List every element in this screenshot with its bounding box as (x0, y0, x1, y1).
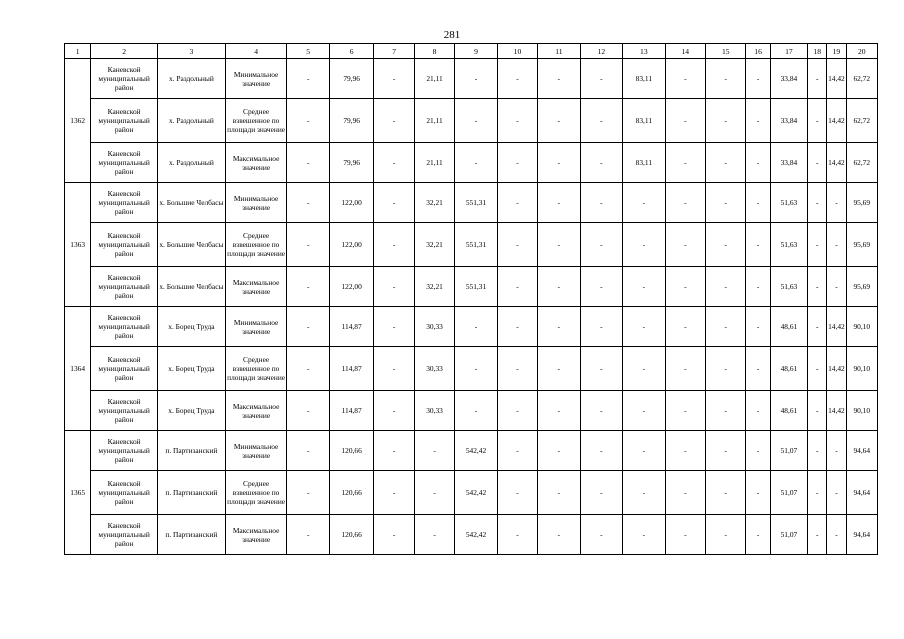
value-cell-15: - (706, 99, 746, 143)
value-type-cell: Минимальное значение (225, 183, 287, 223)
district-cell: Каневской муниципальный район (91, 307, 158, 347)
value-cell-7: - (374, 223, 414, 267)
value-cell-17: 51,07 (770, 515, 807, 555)
value-cell-5: - (287, 307, 329, 347)
value-cell-15: - (706, 307, 746, 347)
value-type-cell: Максимальное значение (225, 515, 287, 555)
value-cell-17: 51,07 (770, 431, 807, 471)
value-cell-18: - (808, 99, 827, 143)
value-cell-7: - (374, 267, 414, 307)
value-cell-17: 48,61 (770, 347, 807, 391)
value-cell-10: - (497, 515, 537, 555)
value-cell-9: - (455, 307, 497, 347)
value-cell-5: - (287, 515, 329, 555)
value-cell-8: - (414, 431, 454, 471)
value-cell-7: - (374, 307, 414, 347)
value-cell-10: - (497, 431, 537, 471)
value-cell-16: - (746, 307, 770, 347)
value-cell-8: 21,11 (414, 59, 454, 99)
value-cell-10: - (497, 471, 537, 515)
settlement-cell: х. Большие Челбасы (158, 223, 226, 267)
district-cell: Каневской муниципальный район (91, 143, 158, 183)
value-cell-17: 33,84 (770, 99, 807, 143)
value-cell-16: - (746, 431, 770, 471)
district-cell: Каневской муниципальный район (91, 391, 158, 431)
table-row (65, 391, 878, 431)
table-row (65, 183, 878, 223)
value-cell-6: 122,00 (329, 183, 373, 223)
value-cell-19: 14,42 (827, 391, 846, 431)
value-type-cell: Среднее взвешенное по площади значение (225, 347, 287, 391)
value-type-cell: Минимальное значение (225, 431, 287, 471)
value-cell-7: - (374, 99, 414, 143)
value-cell-17: 51,63 (770, 223, 807, 267)
value-cell-6: 114,87 (329, 307, 373, 347)
value-cell-11: - (538, 347, 580, 391)
value-cell-17: 33,84 (770, 59, 807, 99)
value-cell-11: - (538, 431, 580, 471)
district-cell: Каневской муниципальный район (91, 515, 158, 555)
value-cell-8: - (414, 471, 454, 515)
value-cell-20: 90,10 (846, 391, 877, 431)
value-cell-17: 51,07 (770, 471, 807, 515)
table-row (65, 307, 878, 347)
value-cell-8: 30,33 (414, 391, 454, 431)
value-cell-9: 542,42 (455, 471, 497, 515)
value-cell-13: - (623, 347, 665, 391)
value-type-cell: Максимальное значение (225, 391, 287, 431)
row-id-cell: 1365 (65, 431, 91, 555)
value-cell-13: - (623, 267, 665, 307)
value-cell-5: - (287, 99, 329, 143)
value-cell-16: - (746, 99, 770, 143)
value-cell-15: - (706, 223, 746, 267)
value-cell-19: 14,42 (827, 307, 846, 347)
value-cell-9: - (455, 143, 497, 183)
value-cell-17: 33,84 (770, 143, 807, 183)
value-cell-15: - (706, 471, 746, 515)
value-cell-19: 14,42 (827, 59, 846, 99)
value-cell-10: - (497, 143, 537, 183)
value-cell-15: - (706, 267, 746, 307)
district-cell: Каневской муниципальный район (91, 471, 158, 515)
value-cell-11: - (538, 143, 580, 183)
value-cell-11: - (538, 99, 580, 143)
settlement-cell: п. Партизанский (158, 431, 226, 471)
value-cell-14: - (665, 223, 705, 267)
value-cell-15: - (706, 143, 746, 183)
value-cell-18: - (808, 223, 827, 267)
value-type-cell: Максимальное значение (225, 267, 287, 307)
table-row (65, 267, 878, 307)
value-cell-13: 83,11 (623, 99, 665, 143)
value-cell-17: 51,63 (770, 183, 807, 223)
value-cell-18: - (808, 391, 827, 431)
value-cell-20: 90,10 (846, 347, 877, 391)
column-header-20: 20 (846, 44, 877, 59)
value-cell-14: - (665, 99, 705, 143)
value-cell-14: - (665, 183, 705, 223)
value-cell-16: - (746, 59, 770, 99)
value-cell-12: - (580, 59, 622, 99)
value-cell-13: - (623, 515, 665, 555)
value-cell-20: 94,64 (846, 471, 877, 515)
value-cell-13: 83,11 (623, 59, 665, 99)
table-row (65, 515, 878, 555)
value-cell-18: - (808, 143, 827, 183)
value-cell-19: 14,42 (827, 99, 846, 143)
row-id-cell: 1364 (65, 307, 91, 431)
value-cell-15: - (706, 347, 746, 391)
value-cell-19: - (827, 223, 846, 267)
value-cell-17: 48,61 (770, 391, 807, 431)
value-cell-12: - (580, 267, 622, 307)
table-row (65, 347, 878, 391)
value-type-cell: Минимальное значение (225, 307, 287, 347)
value-cell-5: - (287, 143, 329, 183)
value-cell-5: - (287, 471, 329, 515)
value-cell-11: - (538, 471, 580, 515)
district-cell: Каневской муниципальный район (91, 183, 158, 223)
value-cell-9: 542,42 (455, 431, 497, 471)
settlement-cell: х. Большие Челбасы (158, 183, 226, 223)
value-cell-12: - (580, 223, 622, 267)
value-cell-6: 79,96 (329, 59, 373, 99)
value-cell-11: - (538, 223, 580, 267)
value-cell-16: - (746, 391, 770, 431)
column-header-12: 12 (580, 44, 622, 59)
column-header-19: 19 (827, 44, 846, 59)
value-cell-6: 114,87 (329, 347, 373, 391)
value-cell-19: - (827, 431, 846, 471)
value-cell-19: 14,42 (827, 347, 846, 391)
district-cell: Каневской муниципальный район (91, 99, 158, 143)
value-cell-19: - (827, 515, 846, 555)
table-row (65, 471, 878, 515)
value-cell-10: - (497, 183, 537, 223)
value-cell-12: - (580, 183, 622, 223)
value-cell-5: - (287, 223, 329, 267)
value-cell-13: - (623, 223, 665, 267)
value-cell-12: - (580, 347, 622, 391)
value-cell-15: - (706, 59, 746, 99)
value-cell-5: - (287, 391, 329, 431)
value-cell-14: - (665, 267, 705, 307)
value-cell-5: - (287, 59, 329, 99)
value-cell-10: - (497, 391, 537, 431)
value-cell-6: 122,00 (329, 223, 373, 267)
value-cell-5: - (287, 431, 329, 471)
value-cell-14: - (665, 143, 705, 183)
value-cell-13: - (623, 307, 665, 347)
value-cell-9: 551,31 (455, 223, 497, 267)
column-header-15: 15 (706, 44, 746, 59)
column-header-4: 4 (225, 44, 287, 59)
value-cell-9: 551,31 (455, 183, 497, 223)
table-row (65, 99, 878, 143)
settlement-cell: х. Борец Труда (158, 307, 226, 347)
value-cell-7: - (374, 59, 414, 99)
value-cell-9: - (455, 59, 497, 99)
value-cell-7: - (374, 515, 414, 555)
value-cell-20: 95,69 (846, 223, 877, 267)
value-cell-20: 62,72 (846, 59, 877, 99)
value-cell-20: 94,64 (846, 515, 877, 555)
value-cell-18: - (808, 183, 827, 223)
value-cell-8: 30,33 (414, 347, 454, 391)
value-cell-11: - (538, 183, 580, 223)
value-cell-19: - (827, 183, 846, 223)
column-header-8: 8 (414, 44, 454, 59)
value-cell-10: - (497, 59, 537, 99)
value-cell-9: 551,31 (455, 267, 497, 307)
value-cell-16: - (746, 183, 770, 223)
district-cell: Каневской муниципальный район (91, 267, 158, 307)
value-cell-16: - (746, 471, 770, 515)
header-row (65, 44, 878, 59)
value-cell-12: - (580, 99, 622, 143)
value-cell-18: - (808, 347, 827, 391)
value-cell-20: 62,72 (846, 99, 877, 143)
table-row (65, 59, 878, 99)
value-cell-11: - (538, 391, 580, 431)
column-header-13: 13 (623, 44, 665, 59)
settlement-cell: п. Партизанский (158, 515, 226, 555)
page-number: 281 (443, 29, 461, 41)
settlement-cell: х. Борец Труда (158, 347, 226, 391)
value-cell-16: - (746, 223, 770, 267)
value-cell-9: - (455, 391, 497, 431)
settlement-cell: х. Борец Труда (158, 391, 226, 431)
row-id-cell: 1363 (65, 183, 91, 307)
value-cell-17: 51,63 (770, 267, 807, 307)
value-type-cell: Среднее взвешенное по площади значение (225, 99, 287, 143)
value-cell-17: 48,61 (770, 307, 807, 347)
value-cell-12: - (580, 143, 622, 183)
value-cell-13: - (623, 431, 665, 471)
value-cell-19: 14,42 (827, 143, 846, 183)
value-cell-9: 542,42 (455, 515, 497, 555)
value-cell-10: - (497, 347, 537, 391)
value-cell-8: 30,33 (414, 307, 454, 347)
value-cell-14: - (665, 347, 705, 391)
value-cell-10: - (497, 307, 537, 347)
column-header-18: 18 (808, 44, 827, 59)
value-cell-7: - (374, 347, 414, 391)
value-cell-14: - (665, 391, 705, 431)
value-cell-5: - (287, 183, 329, 223)
column-header-14: 14 (665, 44, 705, 59)
settlement-cell: х. Раздольный (158, 99, 226, 143)
value-cell-8: 21,11 (414, 99, 454, 143)
value-cell-8: 32,21 (414, 183, 454, 223)
value-type-cell: Среднее взвешенное по площади значение (225, 471, 287, 515)
value-cell-19: - (827, 471, 846, 515)
value-cell-11: - (538, 267, 580, 307)
value-cell-11: - (538, 515, 580, 555)
value-cell-18: - (808, 515, 827, 555)
value-cell-6: 79,96 (329, 143, 373, 183)
column-header-6: 6 (329, 44, 373, 59)
table-row (65, 143, 878, 183)
value-cell-6: 114,87 (329, 391, 373, 431)
value-type-cell: Среднее взвешенное по площади значение (225, 223, 287, 267)
row-id-cell: 1362 (65, 59, 91, 183)
column-header-16: 16 (746, 44, 770, 59)
value-cell-11: - (538, 307, 580, 347)
settlement-cell: х. Большие Челбасы (158, 267, 226, 307)
value-cell-6: 120,66 (329, 471, 373, 515)
value-cell-12: - (580, 391, 622, 431)
value-type-cell: Максимальное значение (225, 143, 287, 183)
value-type-cell: Минимальное значение (225, 59, 287, 99)
value-cell-16: - (746, 267, 770, 307)
value-cell-6: 122,00 (329, 267, 373, 307)
column-header-1: 1 (65, 44, 91, 59)
value-cell-15: - (706, 391, 746, 431)
value-cell-14: - (665, 59, 705, 99)
value-cell-15: - (706, 183, 746, 223)
value-cell-19: - (827, 267, 846, 307)
value-cell-7: - (374, 391, 414, 431)
column-header-10: 10 (497, 44, 537, 59)
district-cell: Каневской муниципальный район (91, 431, 158, 471)
value-cell-12: - (580, 471, 622, 515)
value-cell-7: - (374, 471, 414, 515)
value-cell-13: - (623, 391, 665, 431)
value-cell-12: - (580, 307, 622, 347)
column-header-11: 11 (538, 44, 580, 59)
value-cell-20: 95,69 (846, 267, 877, 307)
value-cell-20: 62,72 (846, 143, 877, 183)
value-cell-15: - (706, 431, 746, 471)
value-cell-18: - (808, 267, 827, 307)
district-cell: Каневской муниципальный район (91, 59, 158, 99)
value-cell-6: 79,96 (329, 99, 373, 143)
value-cell-6: 120,66 (329, 515, 373, 555)
value-cell-20: 94,64 (846, 431, 877, 471)
column-header-3: 3 (158, 44, 226, 59)
value-cell-5: - (287, 267, 329, 307)
district-cell: Каневской муниципальный район (91, 347, 158, 391)
value-cell-10: - (497, 267, 537, 307)
column-header-17: 17 (770, 44, 807, 59)
value-cell-7: - (374, 431, 414, 471)
settlement-cell: п. Партизанский (158, 471, 226, 515)
data-table (64, 43, 878, 555)
value-cell-12: - (580, 431, 622, 471)
value-cell-5: - (287, 347, 329, 391)
settlement-cell: х. Раздольный (158, 143, 226, 183)
value-cell-18: - (808, 307, 827, 347)
value-cell-14: - (665, 515, 705, 555)
value-cell-15: - (706, 515, 746, 555)
value-cell-20: 95,69 (846, 183, 877, 223)
column-header-5: 5 (287, 44, 329, 59)
column-header-9: 9 (455, 44, 497, 59)
value-cell-13: - (623, 183, 665, 223)
value-cell-13: 83,11 (623, 143, 665, 183)
value-cell-16: - (746, 143, 770, 183)
district-cell: Каневской муниципальный район (91, 223, 158, 267)
value-cell-14: - (665, 471, 705, 515)
value-cell-13: - (623, 471, 665, 515)
value-cell-10: - (497, 99, 537, 143)
value-cell-16: - (746, 515, 770, 555)
value-cell-6: 120,66 (329, 431, 373, 471)
value-cell-14: - (665, 307, 705, 347)
column-header-7: 7 (374, 44, 414, 59)
value-cell-11: - (538, 59, 580, 99)
value-cell-7: - (374, 143, 414, 183)
value-cell-10: - (497, 223, 537, 267)
value-cell-14: - (665, 431, 705, 471)
value-cell-9: - (455, 347, 497, 391)
column-header-2: 2 (91, 44, 158, 59)
value-cell-16: - (746, 347, 770, 391)
table-row (65, 431, 878, 471)
table-row (65, 223, 878, 267)
value-cell-9: - (455, 99, 497, 143)
value-cell-8: - (414, 515, 454, 555)
value-cell-7: - (374, 183, 414, 223)
settlement-cell: х. Раздольный (158, 59, 226, 99)
value-cell-12: - (580, 515, 622, 555)
value-cell-18: - (808, 431, 827, 471)
value-cell-8: 32,21 (414, 267, 454, 307)
value-cell-8: 32,21 (414, 223, 454, 267)
value-cell-8: 21,11 (414, 143, 454, 183)
value-cell-18: - (808, 59, 827, 99)
value-cell-18: - (808, 471, 827, 515)
value-cell-20: 90,10 (846, 307, 877, 347)
